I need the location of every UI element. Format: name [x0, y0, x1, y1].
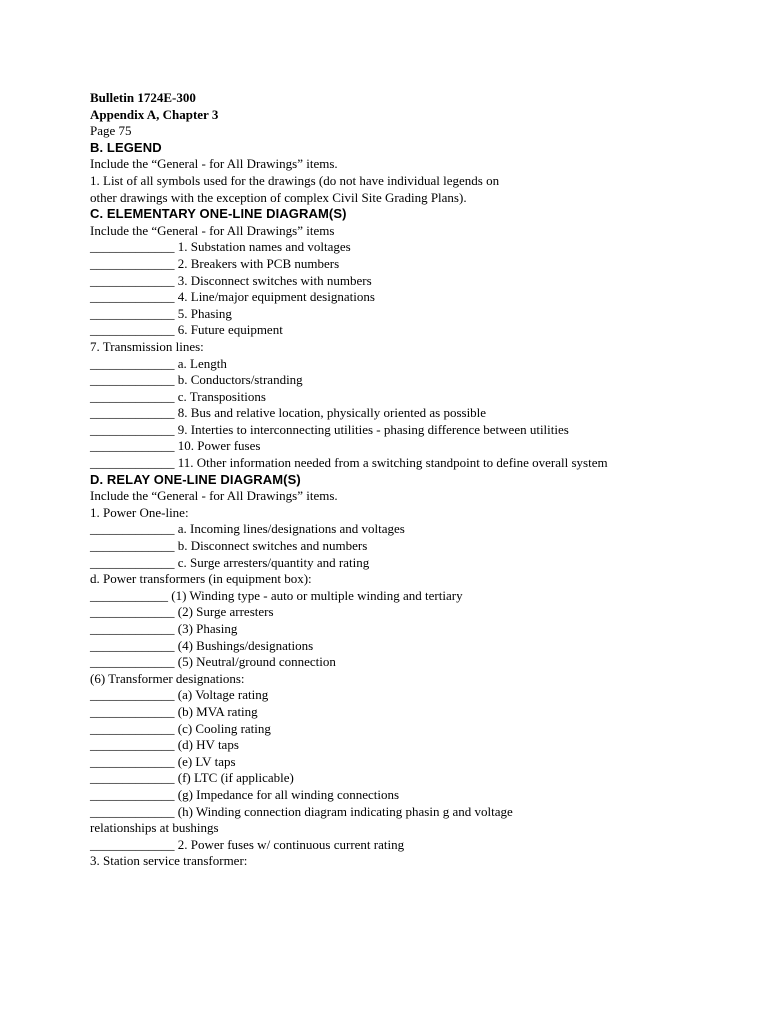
checklist-item: _____________ (2) Surge arresters	[90, 604, 274, 620]
checklist-item: _____________ 6. Future equipment	[90, 322, 283, 338]
checklist-item: _____________ a. Length	[90, 355, 227, 371]
text-line: 1. List of all symbols used for the drawings (do not have individual legends on	[90, 172, 500, 188]
text-line: d. Power transformers (in equipment box):	[90, 571, 312, 587]
text-line: Include the “General - for All Drawings” items	[90, 222, 335, 238]
text-line: (6) Transformer designations:	[90, 670, 245, 686]
checklist-item: _____________ 5. Phasing	[90, 305, 232, 321]
checklist-item: _____________ b. Conductors/stranding	[90, 372, 303, 388]
appendix-chapter: Appendix A, Chapter 3	[90, 106, 219, 122]
checklist-item: _____________ (5) Neutral/ground connection	[90, 654, 336, 670]
checklist-item: _____________ 2. Power fuses w/ continuous current rating	[90, 836, 405, 852]
document-body	[90, 90, 730, 870]
checklist-item: _____________ a. Incoming lines/designations and voltages	[90, 521, 405, 537]
section-heading: B. LEGEND	[90, 139, 162, 155]
checklist-item: _____________ 2. Breakers with PCB numbers	[90, 255, 340, 271]
text-line: other drawings with the exception of complex Civil Site Grading Plans).	[90, 189, 467, 205]
checklist-body	[90, 140, 730, 870]
checklist-item: _____________ (d) HV taps	[90, 737, 239, 753]
checklist-item: _____________ (f) LTC (if applicable)	[90, 770, 294, 786]
checklist-item: _____________ c. Surge arresters/quantity and rating	[90, 554, 370, 570]
checklist-item: _____________ 4. Line/major equipment designations	[90, 289, 375, 305]
section-heading: C. ELEMENTARY ONE-LINE DIAGRAM(S)	[90, 206, 347, 222]
checklist-item: _____________ (b) MVA rating	[90, 703, 258, 719]
checklist-item: _____________ (c) Cooling rating	[90, 720, 271, 736]
checklist-item: _____________ (h) Winding connection diagram indicating phasin g and voltage	[90, 803, 513, 819]
section-heading: D. RELAY ONE-LINE DIAGRAM(S)	[90, 471, 301, 487]
checklist-item: _____________ 3. Disconnect switches with numbers	[90, 272, 372, 288]
text-line: Include the “General - for All Drawings” items.	[90, 488, 338, 504]
checklist-item: _____________ c. Transpositions	[90, 388, 266, 404]
checklist-item: ____________ (1) Winding type - auto or multiple winding and tertiary	[90, 587, 463, 603]
checklist-item: _____________ (3) Phasing	[90, 621, 238, 636]
text-line: Include the “General - for All Drawings” items.	[90, 156, 338, 172]
checklist-item: _____________ (e) LV taps	[90, 753, 236, 769]
checklist-item: _____________ 8. Bus and relative location, physically oriented as possible	[90, 405, 487, 421]
checklist-item: _____________ (a) Voltage rating	[90, 687, 269, 703]
checklist-item: _____________ (4) Bushings/designations	[90, 637, 314, 653]
checklist-item: _____________ 9. Interties to interconnecting utilities - phasing difference between utilities	[90, 421, 569, 437]
bulletin-number: Bulletin 1724E-300	[90, 90, 196, 105]
checklist-item: _____________ b. Disconnect switches and numbers	[90, 538, 368, 554]
text-line: 7. Transmission lines:	[90, 338, 204, 354]
checklist-item: _____________ (g) Impedance for all winding connections	[90, 786, 400, 802]
text-line: 3. Station service transformer:	[90, 853, 248, 869]
checklist-item: _____________ 11. Other information needed from a switching standpoint to define overall system	[90, 455, 608, 471]
checklist-item: _____________ 10. Power fuses	[90, 438, 261, 454]
page-number: Page 75	[90, 123, 132, 139]
text-line: relationships at bushings	[90, 820, 219, 836]
checklist-item: _____________ 1. Substation names and voltages	[90, 239, 351, 255]
text-line: 1. Power One-line:	[90, 504, 189, 520]
